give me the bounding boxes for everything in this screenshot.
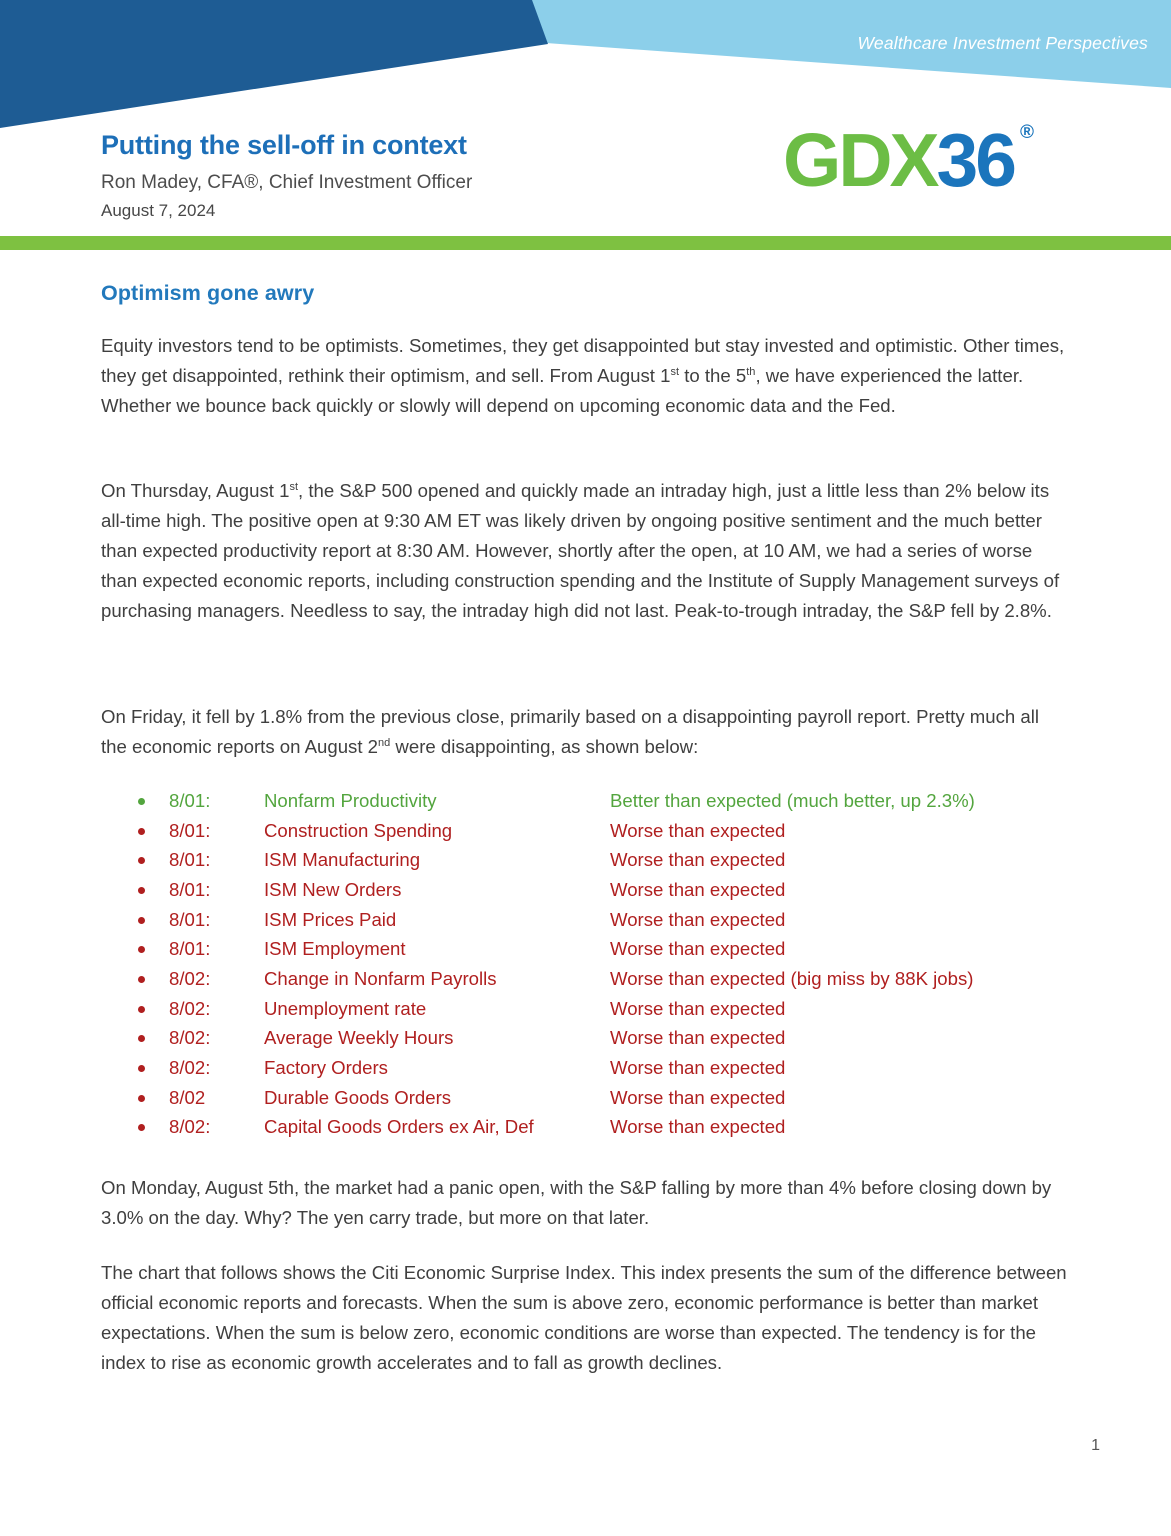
report-status: Worse than expected <box>610 1027 786 1049</box>
report-status: Worse than expected <box>610 819 786 841</box>
report-date: 8/01: <box>169 849 211 871</box>
green-divider-bar <box>0 236 1171 250</box>
paragraph-text: On Thursday, August 1 <box>101 480 290 501</box>
logo-donut-wrap <box>1014 122 1034 145</box>
report-date: 8/02: <box>169 1027 211 1049</box>
report-row <box>101 905 1068 935</box>
report-row <box>101 845 1068 875</box>
report-date: 8/02: <box>169 967 211 989</box>
report-row <box>101 964 1068 994</box>
report-status: Worse than expected <box>610 997 786 1019</box>
report-name: Unemployment rate <box>264 997 427 1019</box>
superscript-ordinal: th <box>746 365 756 378</box>
report-status: Worse than expected <box>610 849 786 871</box>
report-row <box>101 934 1068 964</box>
report-row <box>101 1023 1068 1053</box>
bullet-icon <box>138 857 145 864</box>
report-date: 8/01: <box>169 790 211 811</box>
report-status: Worse than expected <box>610 938 786 960</box>
header-dark-blue-wedge <box>0 0 600 132</box>
report-name: Durable Goods Orders <box>264 1086 452 1108</box>
superscript-ordinal: nd <box>378 736 391 749</box>
bullet-icon <box>138 1095 145 1102</box>
report-status: Worse than expected <box>610 878 786 900</box>
paragraph-text: The chart that follows shows the Citi Economic Surprise Index. This index presents the sum of the difference between official economic reports and forecasts. When the sum is above zero, economic performance is better than market expectations. When the sum is below zero, economic conditions are worse than expected. The tendency is for the index to rise as economic growth accelerates and to fall as growth declines. <box>101 1262 1067 1373</box>
bullet-icon <box>138 1065 145 1072</box>
report-status: Worse than expected <box>610 1056 786 1078</box>
report-date: 8/02: <box>169 997 211 1019</box>
paragraph-text: to the 5 <box>679 365 747 386</box>
report-date: 8/02 <box>169 1086 206 1108</box>
economic-reports-list <box>101 786 1068 1142</box>
bullet-icon <box>138 828 145 835</box>
section-heading: Optimism gone awry <box>101 281 315 305</box>
bullet-icon <box>138 917 145 924</box>
report-status: Worse than expected (big miss by 88K jobs) <box>610 967 974 989</box>
page-title: Putting the sell-off in context <box>101 130 467 160</box>
report-row <box>101 786 1068 816</box>
report-name: Average Weekly Hours <box>264 1027 454 1049</box>
report-date: 8/01: <box>169 938 211 960</box>
bullet-icon <box>138 1006 145 1013</box>
report-name: ISM Employment <box>264 938 406 960</box>
paragraph-friday <box>101 702 1068 762</box>
report-name: Nonfarm Productivity <box>264 790 437 811</box>
author-line: Ron Madey, CFA®, Chief Investment Officer <box>101 172 473 193</box>
report-date: 8/02: <box>169 1116 211 1138</box>
superscript-ordinal: st <box>670 365 680 378</box>
bullet-icon <box>138 1035 145 1042</box>
report-name: ISM Prices Paid <box>264 908 397 930</box>
logo-text-36: 36 <box>936 118 1014 202</box>
paragraph-thursday <box>101 476 1068 626</box>
banner-title: Wealthcare Investment Perspectives <box>857 33 1148 53</box>
bullet-icon <box>138 946 145 953</box>
report-date: 8/01: <box>169 908 211 930</box>
bullet-icon <box>138 1124 145 1131</box>
bullet-icon <box>138 798 145 805</box>
paragraph-text: , we have experienced the latter. Whether we bounce back quickly or slowly will depend on upcoming economic data and the Fed. <box>101 365 1024 416</box>
gdx360-logo <box>783 118 1034 202</box>
paragraph-monday <box>101 1173 1068 1233</box>
paragraph-text: On Monday, August 5th, the market had a panic open, with the S&P falling by more than 4% before closing down by 3.0% on the day. Why? The yen carry trade, but more on that later. <box>101 1177 1052 1228</box>
report-date: 8/01: <box>169 878 211 900</box>
logo-text-gdx: GDX <box>783 118 937 202</box>
report-name: ISM Manufacturing <box>264 849 421 871</box>
paragraph-text: were disappointing, as shown below: <box>390 736 699 757</box>
report-name: Capital Goods Orders ex Air, Def <box>264 1116 534 1138</box>
bullet-icon <box>138 976 145 983</box>
page-number: 1 <box>1091 1437 1100 1454</box>
paragraph-text: On Friday, it fell by 1.8% from the previous close, primarily based on a disappointing payroll report. Pretty much all the economic reports on August 2 <box>101 706 1040 757</box>
report-status: Better than expected (much better, up 2.3%) <box>610 790 975 811</box>
report-date: 8/01: <box>169 819 211 841</box>
registered-trademark-icon: ® <box>1019 122 1034 143</box>
report-name: Factory Orders <box>264 1056 388 1078</box>
report-date: 8/02: <box>169 1056 211 1078</box>
report-name: ISM New Orders <box>264 878 402 900</box>
report-row <box>101 816 1068 846</box>
date-line: August 7, 2024 <box>101 201 216 220</box>
paragraph-optimism <box>101 331 1068 421</box>
report-name: Change in Nonfarm Payrolls <box>264 967 497 989</box>
bullet-icon <box>138 887 145 894</box>
report-row <box>101 875 1068 905</box>
report-status: Worse than expected <box>610 1116 786 1138</box>
report-status: Worse than expected <box>610 908 786 930</box>
report-name: Construction Spending <box>264 819 453 841</box>
report-row <box>101 1083 1068 1113</box>
paragraph-text: Equity investors tend to be optimists. Sometimes, they get disappointed but stay invested and optimistic. Other times, they get disappointed, rethink their optimism, and sell. From August 1 <box>101 335 1065 386</box>
report-row <box>101 1112 1068 1142</box>
report-row <box>101 1053 1068 1083</box>
report-status: Worse than expected <box>610 1086 786 1108</box>
paragraph-text: , the S&P 500 opened and quickly made an intraday high, just a little less than 2% below its all-time high. The positive open at 9:30 AM ET was likely driven by ongoing positive sentiment and the much better than expected productivity report at 8:30 AM. However, shortly after the open, at 10 AM, we had a series of worse than expected economic reports, including construction spending and the Institute of Supply Management surveys of purchasing managers. Needless to say, the intraday high did not last. Peak-to-trough intraday, the S&P fell by 2.8%. <box>101 480 1060 621</box>
report-row <box>101 994 1068 1024</box>
paragraph-chart-intro <box>101 1258 1068 1378</box>
superscript-ordinal: st <box>289 480 299 493</box>
